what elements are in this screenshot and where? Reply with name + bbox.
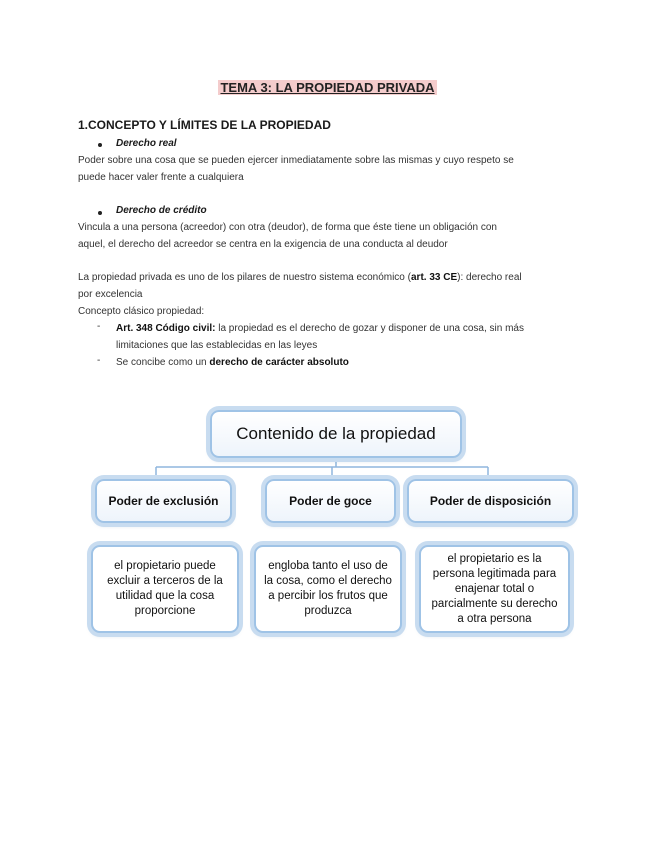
document-title: TEMA 3: LA PROPIEDAD PRIVADA: [220, 80, 435, 95]
bullet-text-line: aquel, el derecho del acreedor se centra en la exigencia de una conducta al deudor: [78, 239, 448, 250]
dash-item-text: Se concibe como un: [116, 357, 210, 368]
bullet-dot: [98, 211, 102, 215]
dash-item-line: [116, 320, 524, 337]
diagram-category-goce: Poder de goce: [265, 479, 396, 523]
paragraph-line-2: por excelencia: [78, 289, 143, 300]
diagram-root-node: Contenido de la propiedad: [210, 410, 462, 458]
dash-item-line: [116, 354, 349, 371]
bullet-title-derecho-real: Derecho real: [116, 138, 177, 149]
dash-marker: -: [97, 321, 101, 332]
diagram-description-exclusion: el propietario puede excluir a terceros de la utilidad que la cosa proporcione: [91, 545, 239, 633]
section-heading: 1.CONCEPTO Y LÍMITES DE LA PROPIEDAD: [78, 118, 331, 132]
bullet-title-derecho-credito: Derecho de crédito: [116, 205, 207, 216]
paragraph-post: ): derecho real: [457, 272, 522, 283]
bullet-text-line: puede hacer valer frente a cualquiera: [78, 172, 244, 183]
paragraph-pre: La propiedad privada es uno de los pilares de nuestro sistema económico (: [78, 272, 411, 283]
dash-marker: -: [97, 355, 101, 366]
dash-item-bold: Art. 348 Código civil:: [116, 323, 216, 334]
classic-concept-label: Concepto clásico propiedad:: [78, 306, 205, 317]
dash-item-line-2: limitaciones que las establecidas en las leyes: [116, 340, 318, 351]
diagram-category-disposicion: Poder de disposición: [407, 479, 574, 523]
paragraph-line: [78, 269, 522, 286]
bullet-dot: [98, 143, 102, 147]
diagram-category-exclusion: Poder de exclusión: [95, 479, 232, 523]
paragraph-bold-ref: art. 33 CE: [410, 272, 458, 283]
document-title-wrapper: [0, 79, 655, 97]
bullet-text-line: Vincula a una persona (acreedor) con otra (deudor), de forma que éste tiene un obligación con: [78, 222, 497, 233]
dash-item-bold: derecho de carácter absoluto: [209, 357, 349, 368]
dash-item-text: la propiedad es el derecho de gozar y disponer de una cosa, sin más: [215, 323, 524, 334]
bullet-text-line: Poder sobre una cosa que se pueden ejercer inmediatamente sobre las mismas y cuyo respeto se: [78, 155, 514, 166]
diagram-description-goce: engloba tanto el uso de la cosa, como el derecho a percibir los frutos que produzca: [254, 545, 402, 633]
diagram-description-disposicion: el propietario es la persona legitimada para enajenar total o parcialmente su derecho a otra persona: [419, 545, 570, 633]
